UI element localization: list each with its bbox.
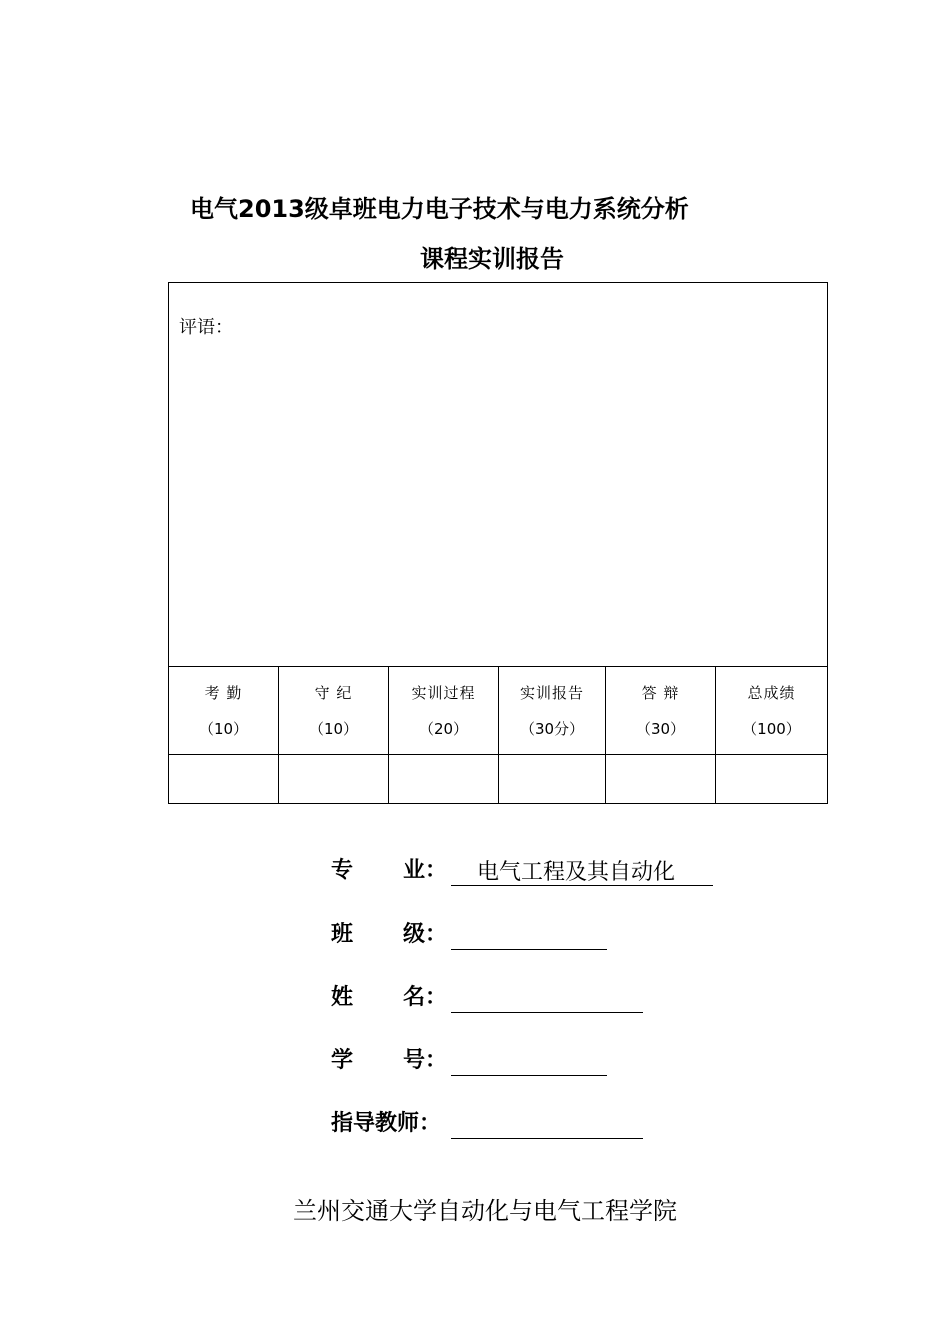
column-name: 考 勤 [204,684,243,702]
column-name: 答 辩 [641,684,680,702]
column-name: 守 纪 [314,684,353,702]
info-row-class [331,920,607,950]
column-points: （30分） [519,720,585,738]
score-entry-discipline[interactable] [279,755,389,803]
score-entry-report[interactable] [499,755,606,803]
student-id-label: 学 号： [331,1048,448,1073]
score-entry-defense[interactable] [606,755,716,803]
score-column-discipline [279,666,389,754]
score-column-attendance [169,666,279,754]
major-field[interactable]: 电气工程及其自动化 [451,860,713,886]
name-label: 姓 名： [331,985,448,1010]
column-name: 实训过程 [411,684,476,702]
column-points: （10） [198,720,249,738]
score-entry-process[interactable] [389,755,499,803]
student-id-field[interactable] [451,1049,607,1076]
column-points: （30） [635,720,686,738]
score-column-defense [606,666,716,754]
info-row-name [331,983,643,1013]
report-title-line1: 电气2013级卓班电力电子技术与电力系统分析 [190,195,689,223]
column-name: 总成绩 [747,684,796,702]
score-table [168,282,828,804]
comment-area [169,283,827,667]
score-entry-attendance[interactable] [169,755,279,803]
info-row-teacher [331,1109,643,1139]
score-column-report [499,666,606,754]
info-row-major [331,856,713,886]
school-name: 兰州交通大学自动化与电气工程学院 [293,1197,677,1225]
report-title-line2: 课程实训报告 [420,245,564,273]
column-points: （20） [418,720,469,738]
column-name: 实训报告 [519,684,584,702]
teacher-field[interactable] [451,1112,643,1139]
teacher-label: 指导教师： [331,1111,442,1136]
class-field[interactable] [451,923,607,950]
score-header-row [169,666,827,755]
score-entry-total[interactable] [716,755,827,803]
comment-label: 评语： [179,317,233,338]
column-points: （100） [742,720,801,738]
column-points: （10） [308,720,359,738]
score-column-process [389,666,499,754]
info-row-student-id [331,1046,607,1076]
name-field[interactable] [451,986,643,1013]
major-label: 专 业： [331,858,448,883]
class-label: 班 级： [331,922,448,947]
score-entry-row [169,755,827,803]
score-column-total [716,666,827,754]
